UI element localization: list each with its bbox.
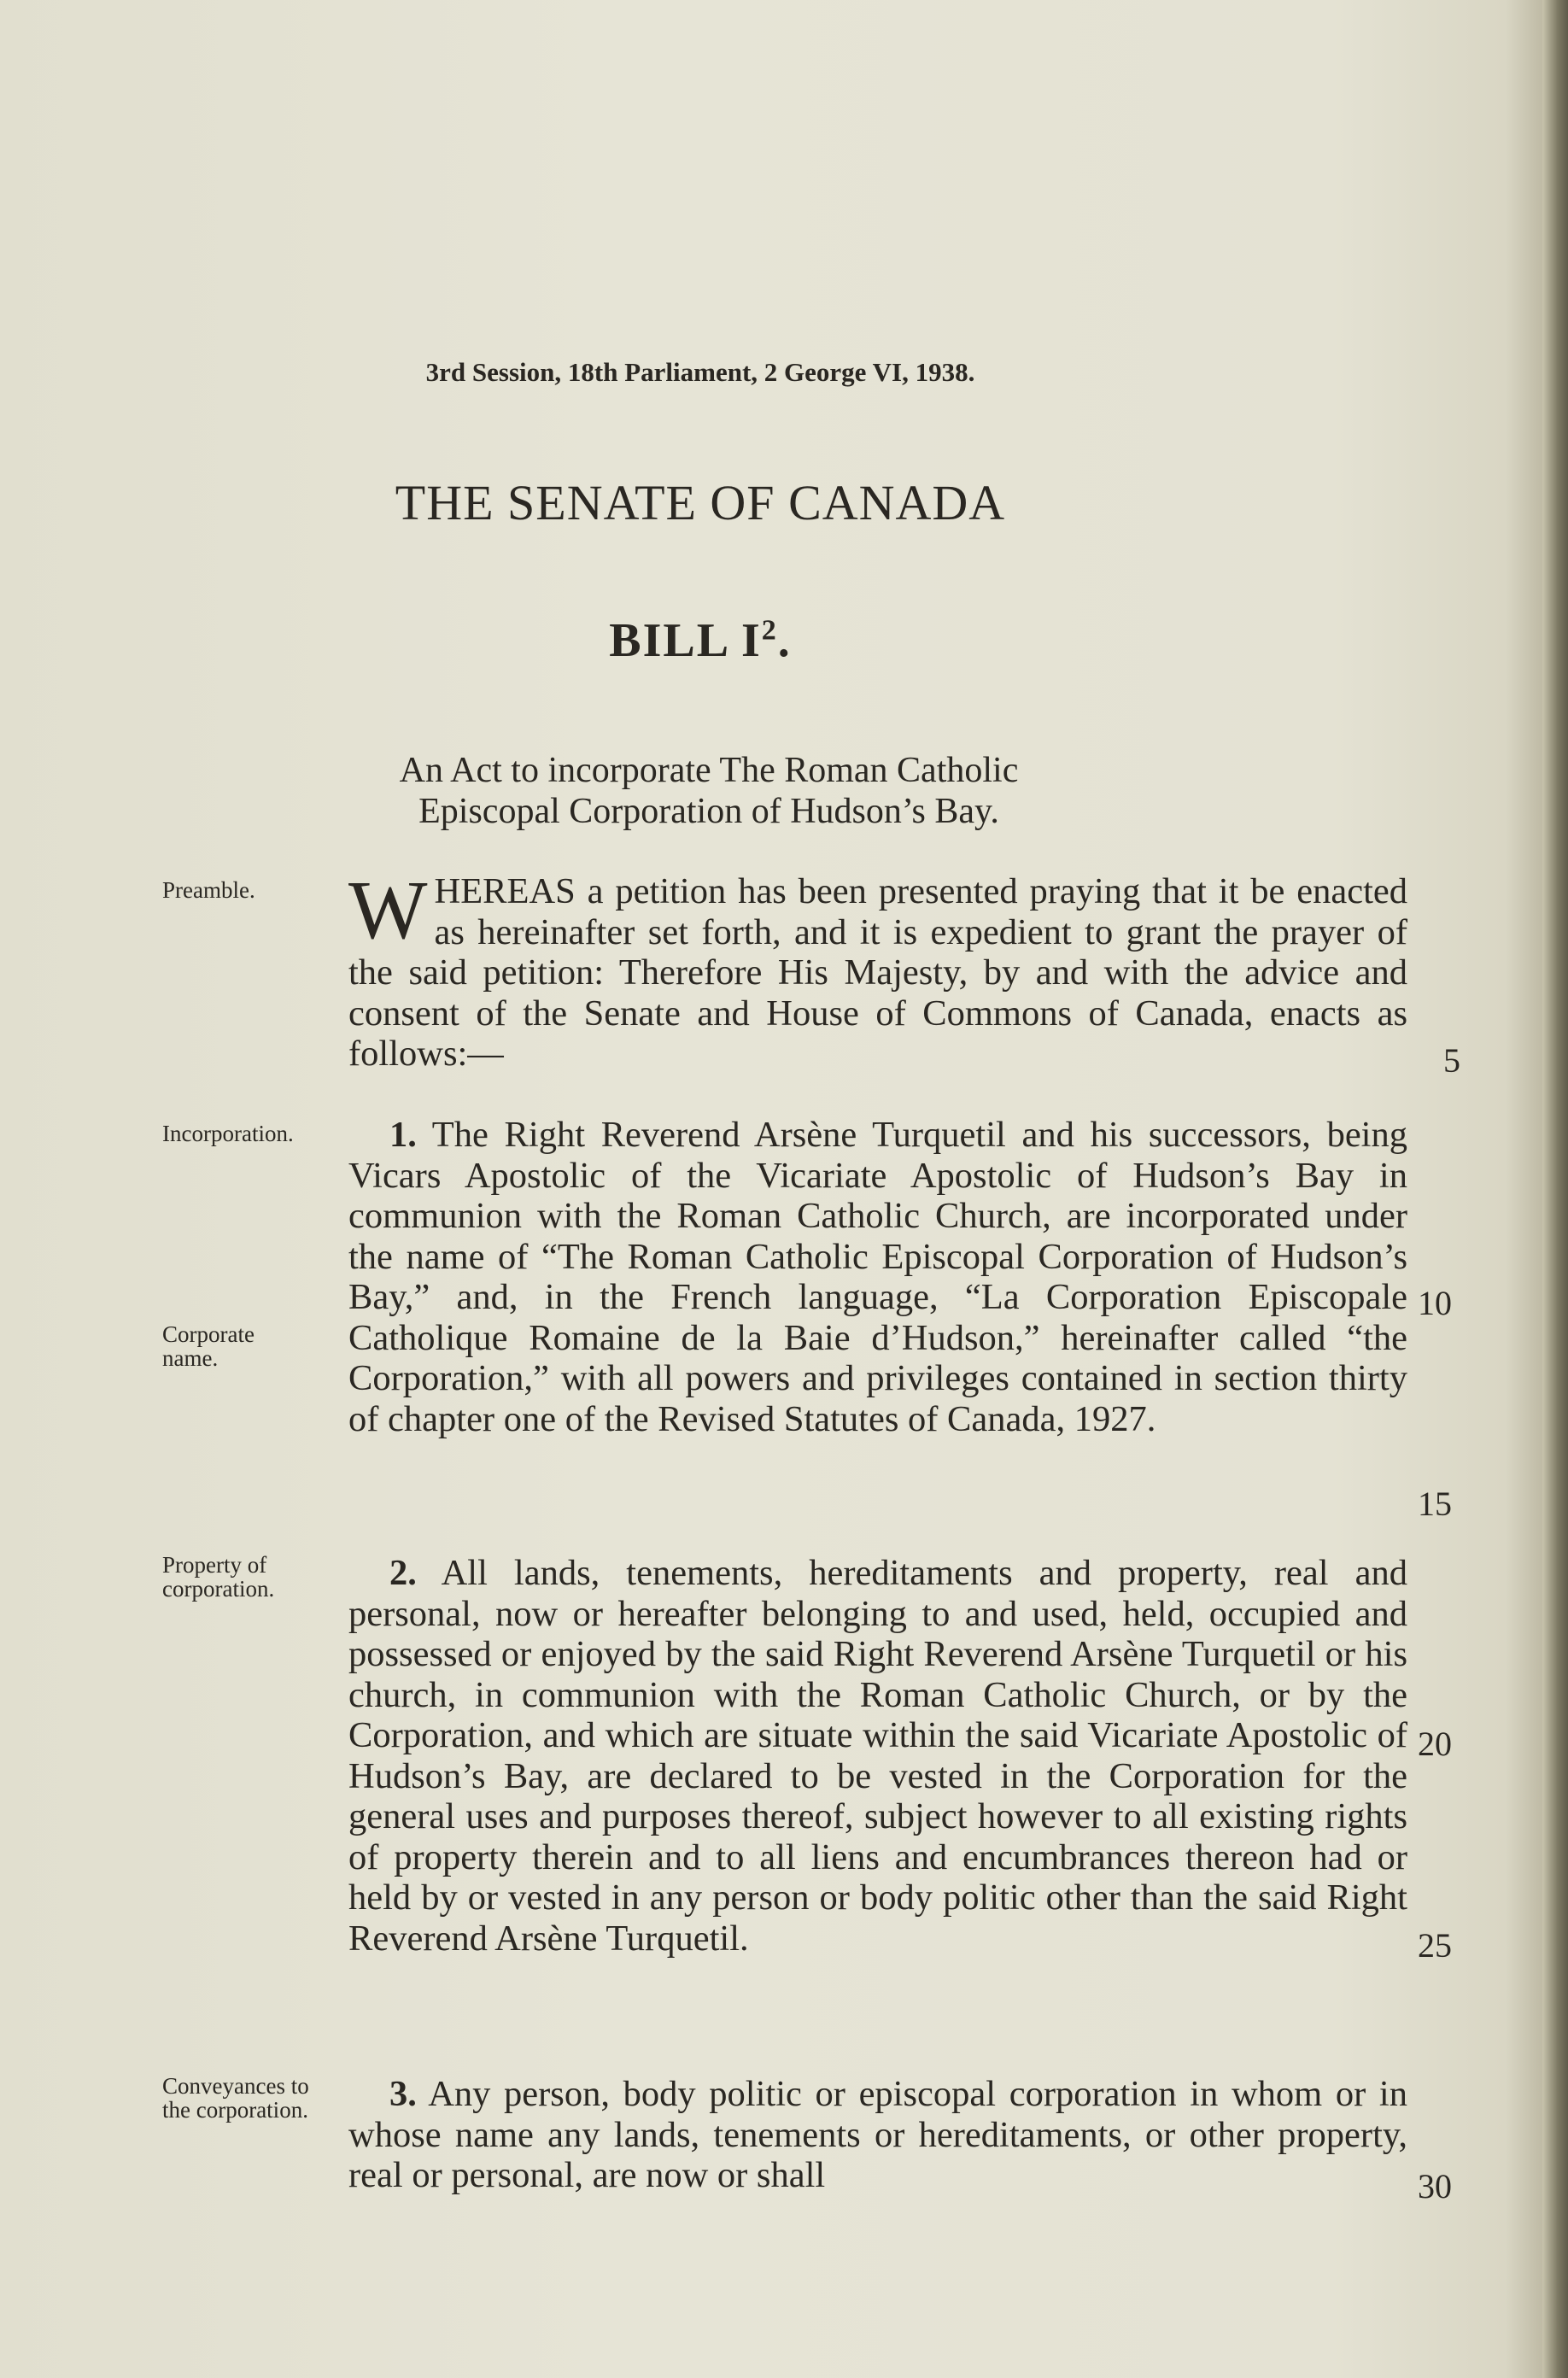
page-binding-edge [1542, 0, 1568, 2378]
bill-superscript: 2 [761, 614, 778, 647]
preamble-dropcap: W [348, 864, 428, 957]
section-1-number: 1. [389, 1115, 417, 1155]
session-line: 3rd Session, 18th Parliament, 2 George VI, 1938. [425, 357, 975, 387]
line-number-5: 5 [1443, 1041, 1460, 1080]
section-3-text: Any person, body politic or episcopal corporation in whom or in whose name any lands, tenements or hereditaments, or other property, real or personal, are now or shall [348, 2074, 1407, 2195]
section-2-text: All lands, tenements, hereditaments and property, real and personal, now or hereafter belonging to and used, held, occupied and possessed or enjoyed by the said Right Reverend Arsène Turquetil or his church, in communion with the Roman Catholic Church, or by the Corporation, and which are situate within the said Vicariate Apostolic of Hudson’s Bay, are declared to be vested in the Corporation for the general uses and purposes thereof, subject however to all existing rights of property therein and to all liens and encumbrances thereon had or held by or vested in any person or body politic other than the said Right Reverend Arsène Turquetil. [348, 1553, 1407, 1959]
act-title: An Act to incorporate The Roman Catholic Episcopal Corporation of Hudson’s Bay. [399, 751, 1019, 831]
bill-period: . [777, 614, 792, 667]
section-3-paragraph [348, 2074, 1407, 2196]
margin-note-preamble: Preamble. [162, 877, 255, 903]
section-3-number: 3. [389, 2074, 417, 2114]
line-number-30: 30 [1418, 2167, 1452, 2205]
line-number-10: 10 [1418, 1284, 1452, 1322]
section-1-paragraph [348, 1115, 1407, 1439]
margin-note-conveyances: Conveyances to the corporation. [162, 2073, 309, 2123]
margin-note-corporate-name: Corporate name. [162, 1321, 255, 1371]
section-2-paragraph [348, 1553, 1407, 1959]
senate-title: THE SENATE OF CANADA [395, 475, 1006, 530]
section-2-number: 2. [389, 1553, 417, 1593]
bill-number [179, 613, 1221, 668]
bill-label: BILL I [609, 614, 762, 667]
preamble-paragraph [348, 864, 1407, 1075]
line-number-25: 25 [1418, 1926, 1452, 1965]
line-number-20: 20 [1418, 1725, 1452, 1763]
line-number-15: 15 [1418, 1485, 1452, 1523]
preamble-text: HEREAS a petition has been presented praying that it be enacted as hereinafter set forth, and it is expedient to grant the prayer of the said petition: Therefore His Majesty, by and with the advice and consent of the Senate and House of Commons of Canada, enacts as follows:— [348, 871, 1407, 1074]
margin-note-property: Property of corporation. [162, 1552, 275, 1602]
margin-note-incorporation: Incorporation. [162, 1121, 294, 1146]
section-1-text: The Right Reverend Arsène Turquetil and his successors, being Vicars Apostolic of the Vicariate Apostolic of Hudson’s Bay in communion with the Roman Catholic Church, are incorporated under the name of “The Roman Catholic Episcopal Corporation of Hudson’s Bay,” and, in the French language, “La Corporation Episcopale Catholique Romaine de la Baie d’Hudson,” hereinafter called “the Corporation,” with all powers and privileges contained in section thirty of chapter one of the Revised Statutes of Canada, 1927. [348, 1115, 1407, 1439]
